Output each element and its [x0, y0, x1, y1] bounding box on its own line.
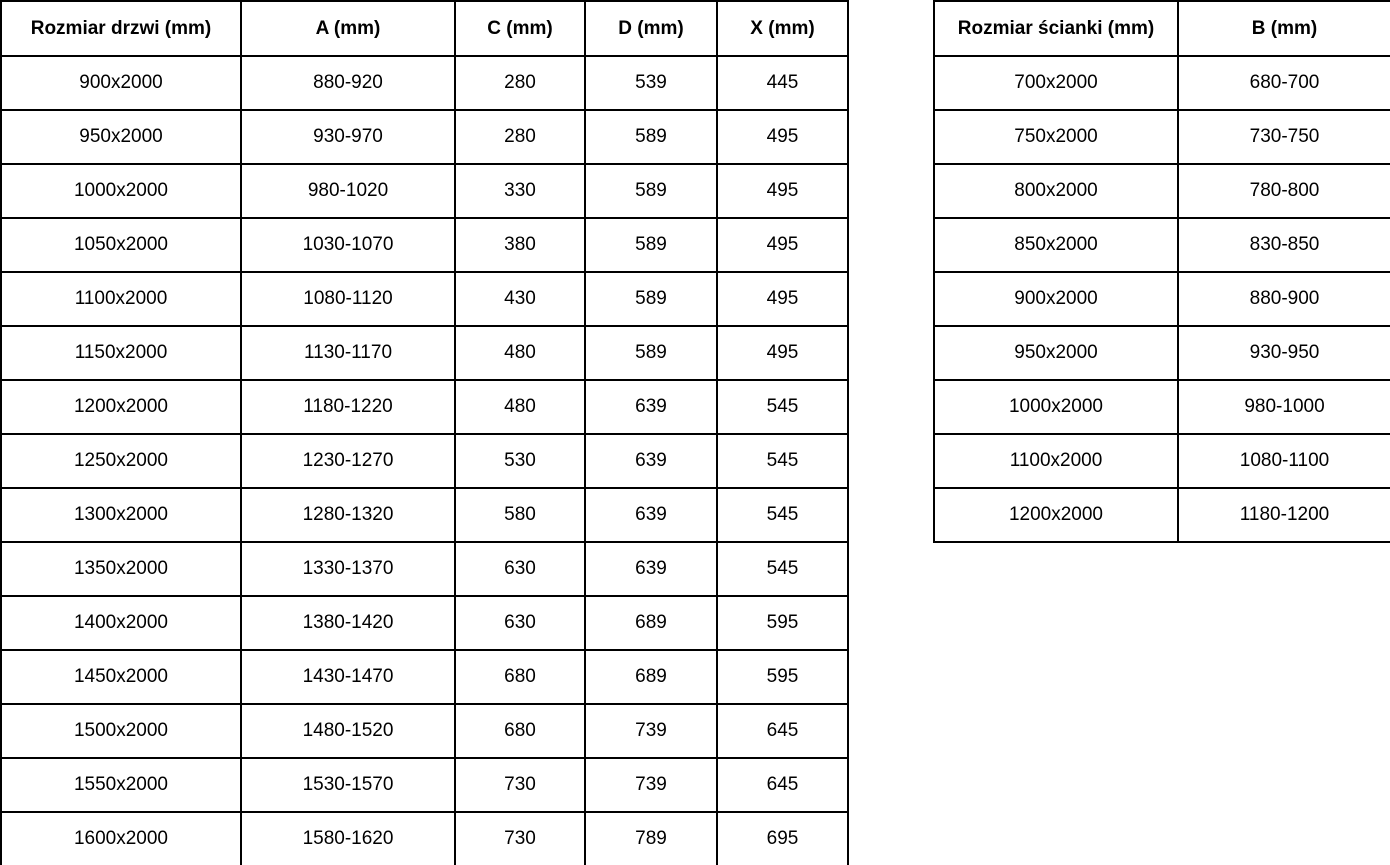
table-cell: 589: [585, 218, 717, 272]
table-cell: 639: [585, 542, 717, 596]
table-cell: 1250x2000: [1, 434, 241, 488]
table-cell: 539: [585, 56, 717, 110]
table-cell: 1380-1420: [241, 596, 455, 650]
table-row: [1, 488, 848, 542]
table-cell: 630: [455, 542, 585, 596]
table-row: [934, 56, 1390, 110]
table-cell: 480: [455, 326, 585, 380]
table-row: [934, 164, 1390, 218]
table-cell: 280: [455, 56, 585, 110]
table-row: [1, 110, 848, 164]
table-cell: 1180-1220: [241, 380, 455, 434]
table-cell: 980-1020: [241, 164, 455, 218]
door-table-body: [1, 56, 848, 865]
table-cell: 1480-1520: [241, 704, 455, 758]
table-cell: 1080-1120: [241, 272, 455, 326]
wall-table-body: [934, 56, 1390, 542]
table-cell: 689: [585, 650, 717, 704]
table-row: [934, 380, 1390, 434]
table-row: [1, 704, 848, 758]
table-cell: 930-970: [241, 110, 455, 164]
table-cell: 1600x2000: [1, 812, 241, 865]
door-table-header-row: [1, 1, 848, 56]
table-cell: 730: [455, 758, 585, 812]
table-cell: 430: [455, 272, 585, 326]
table-cell: 589: [585, 164, 717, 218]
table-cell: 1300x2000: [1, 488, 241, 542]
table-row: [1, 218, 848, 272]
table-cell: 645: [717, 758, 848, 812]
table-cell: 880-900: [1178, 272, 1390, 326]
table-row: [934, 434, 1390, 488]
table-cell: 545: [717, 434, 848, 488]
wall-panel-size-table: [933, 0, 1390, 543]
table-cell: 850x2000: [934, 218, 1178, 272]
table-cell: 900x2000: [1, 56, 241, 110]
table-cell: 495: [717, 164, 848, 218]
table-cell: 830-850: [1178, 218, 1390, 272]
table-cell: 980-1000: [1178, 380, 1390, 434]
table-cell: 680: [455, 704, 585, 758]
table-cell: 789: [585, 812, 717, 865]
table-cell: 1500x2000: [1, 704, 241, 758]
table-cell: 930-950: [1178, 326, 1390, 380]
table-cell: 680: [455, 650, 585, 704]
table-cell: 1200x2000: [1, 380, 241, 434]
table-row: [1, 56, 848, 110]
table-cell: 380: [455, 218, 585, 272]
table-row: [1, 758, 848, 812]
table-cell: 495: [717, 218, 848, 272]
table-row: [1, 272, 848, 326]
table-row: [1, 812, 848, 865]
door-table-header-x: X (mm): [717, 1, 848, 56]
table-cell: 739: [585, 758, 717, 812]
wall-table-header-row: [934, 1, 1390, 56]
table-cell: 695: [717, 812, 848, 865]
table-cell: 589: [585, 110, 717, 164]
table-cell: 495: [717, 326, 848, 380]
table-cell: 530: [455, 434, 585, 488]
table-cell: 1100x2000: [934, 434, 1178, 488]
table-cell: 545: [717, 380, 848, 434]
table-cell: 639: [585, 434, 717, 488]
table-row: [934, 326, 1390, 380]
table-cell: 1000x2000: [1, 164, 241, 218]
table-cell: 1330-1370: [241, 542, 455, 596]
table-cell: 1400x2000: [1, 596, 241, 650]
table-cell: 1180-1200: [1178, 488, 1390, 542]
table-cell: 1230-1270: [241, 434, 455, 488]
table-row: [1, 380, 848, 434]
table-cell: 280: [455, 110, 585, 164]
table-cell: 589: [585, 326, 717, 380]
table-cell: 445: [717, 56, 848, 110]
table-cell: 1150x2000: [1, 326, 241, 380]
table-row: [934, 488, 1390, 542]
table-cell: 1430-1470: [241, 650, 455, 704]
table-row: [1, 596, 848, 650]
table-row: [1, 164, 848, 218]
table-row: [934, 110, 1390, 164]
table-cell: 580: [455, 488, 585, 542]
table-cell: 1550x2000: [1, 758, 241, 812]
table-cell: 730-750: [1178, 110, 1390, 164]
table-row: [1, 326, 848, 380]
table-cell: 595: [717, 650, 848, 704]
table-cell: 700x2000: [934, 56, 1178, 110]
table-cell: 639: [585, 380, 717, 434]
table-cell: 1530-1570: [241, 758, 455, 812]
table-cell: 689: [585, 596, 717, 650]
table-cell: 480: [455, 380, 585, 434]
door-table-header-a: A (mm): [241, 1, 455, 56]
table-cell: 1350x2000: [1, 542, 241, 596]
table-cell: 800x2000: [934, 164, 1178, 218]
table-cell: 495: [717, 110, 848, 164]
wall-table-header-size: Rozmiar ścianki (mm): [934, 1, 1178, 56]
table-cell: 750x2000: [934, 110, 1178, 164]
table-row: [1, 650, 848, 704]
table-cell: 739: [585, 704, 717, 758]
door-table-header-c: C (mm): [455, 1, 585, 56]
table-cell: 1130-1170: [241, 326, 455, 380]
table-cell: 1050x2000: [1, 218, 241, 272]
table-cell: 639: [585, 488, 717, 542]
table-cell: 1580-1620: [241, 812, 455, 865]
table-cell: 330: [455, 164, 585, 218]
table-cell: 595: [717, 596, 848, 650]
door-table-header-d: D (mm): [585, 1, 717, 56]
table-cell: 950x2000: [934, 326, 1178, 380]
table-cell: 589: [585, 272, 717, 326]
table-cell: 630: [455, 596, 585, 650]
door-table-header-size: Rozmiar drzwi (mm): [1, 1, 241, 56]
table-cell: 1200x2000: [934, 488, 1178, 542]
table-cell: 645: [717, 704, 848, 758]
table-row: [1, 434, 848, 488]
table-cell: 900x2000: [934, 272, 1178, 326]
table-cell: 1280-1320: [241, 488, 455, 542]
table-cell: 1030-1070: [241, 218, 455, 272]
table-cell: 495: [717, 272, 848, 326]
table-cell: 730: [455, 812, 585, 865]
table-cell: 680-700: [1178, 56, 1390, 110]
wall-table-header-b: B (mm): [1178, 1, 1390, 56]
table-cell: 780-800: [1178, 164, 1390, 218]
table-cell: 950x2000: [1, 110, 241, 164]
table-cell: 1080-1100: [1178, 434, 1390, 488]
table-cell: 880-920: [241, 56, 455, 110]
table-row: [934, 272, 1390, 326]
table-cell: 545: [717, 488, 848, 542]
table-cell: 545: [717, 542, 848, 596]
table-cell: 1450x2000: [1, 650, 241, 704]
table-cell: 1100x2000: [1, 272, 241, 326]
table-row: [1, 542, 848, 596]
table-cell: 1000x2000: [934, 380, 1178, 434]
table-row: [934, 218, 1390, 272]
